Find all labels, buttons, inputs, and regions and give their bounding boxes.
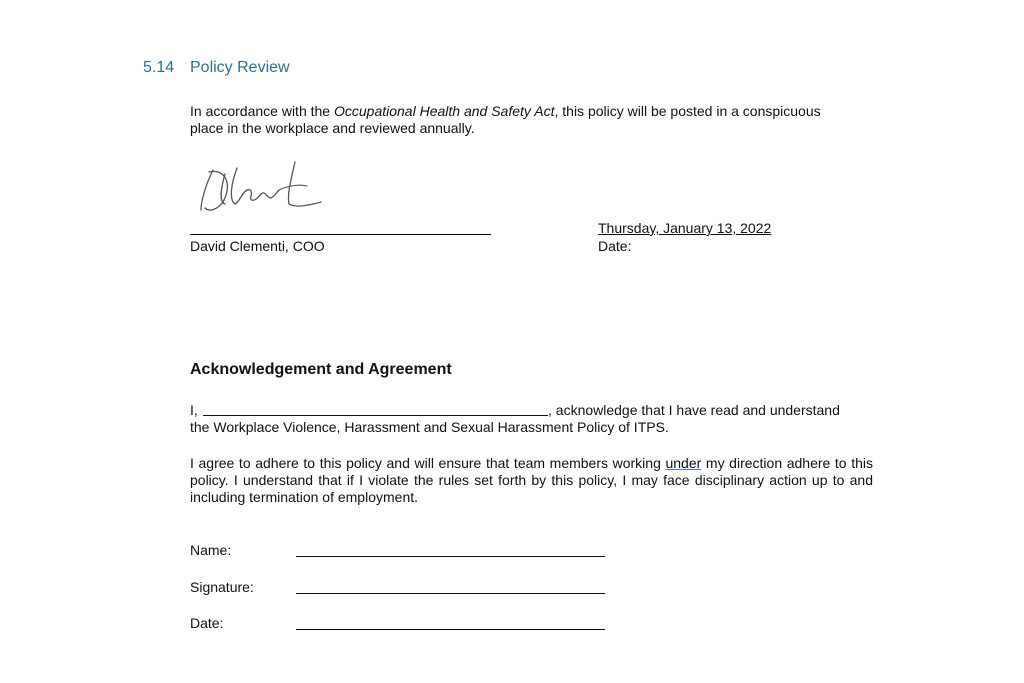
act-name: Occupational Health and Safety Act [333, 103, 555, 119]
signature-line [190, 234, 491, 235]
ack-suffix: , acknowledge that I have read and understand [548, 402, 840, 418]
signature-field[interactable] [296, 593, 605, 594]
name-field[interactable] [296, 556, 605, 557]
policy-text-start: In accordance with the [190, 103, 334, 119]
agreement-paragraph [190, 455, 873, 506]
ack-prefix: I, [190, 402, 198, 418]
policy-paragraph [190, 103, 890, 137]
section-title: Policy Review [190, 59, 290, 76]
agreement-text-end: my direction adhere to this policy. I understand that if I violate the rules set forth by this policy, I may face disciplinary action up to and including termination of employment. [190, 455, 873, 505]
date-field[interactable] [296, 629, 605, 630]
agreement-underlined-word: under [665, 455, 702, 471]
ack-line2: the Workplace Violence, Harassment and Sexual Harassment Policy of ITPS. [190, 419, 669, 435]
signoff-date-value: Thursday, January 13, 2022 [598, 220, 772, 236]
section-number: 5.14 [143, 59, 175, 76]
signoff-date-label: Date: [598, 238, 632, 254]
agreement-text-start: I agree to adhere to this policy and will ensure that team members working [190, 455, 666, 471]
policy-text-end: , this policy will be posted in a conspicuous [554, 103, 821, 119]
signer-name: David Clementi, COO [190, 238, 325, 254]
ack-name-blank[interactable] [203, 415, 548, 416]
name-label: Name: [190, 542, 232, 558]
date-label: Date: [190, 615, 224, 631]
handwritten-signature [195, 158, 335, 218]
acknowledgement-title: Acknowledgement and Agreement [190, 361, 452, 378]
policy-text-line2: place in the workplace and reviewed annually. [190, 120, 475, 136]
signature-label: Signature: [190, 579, 254, 595]
